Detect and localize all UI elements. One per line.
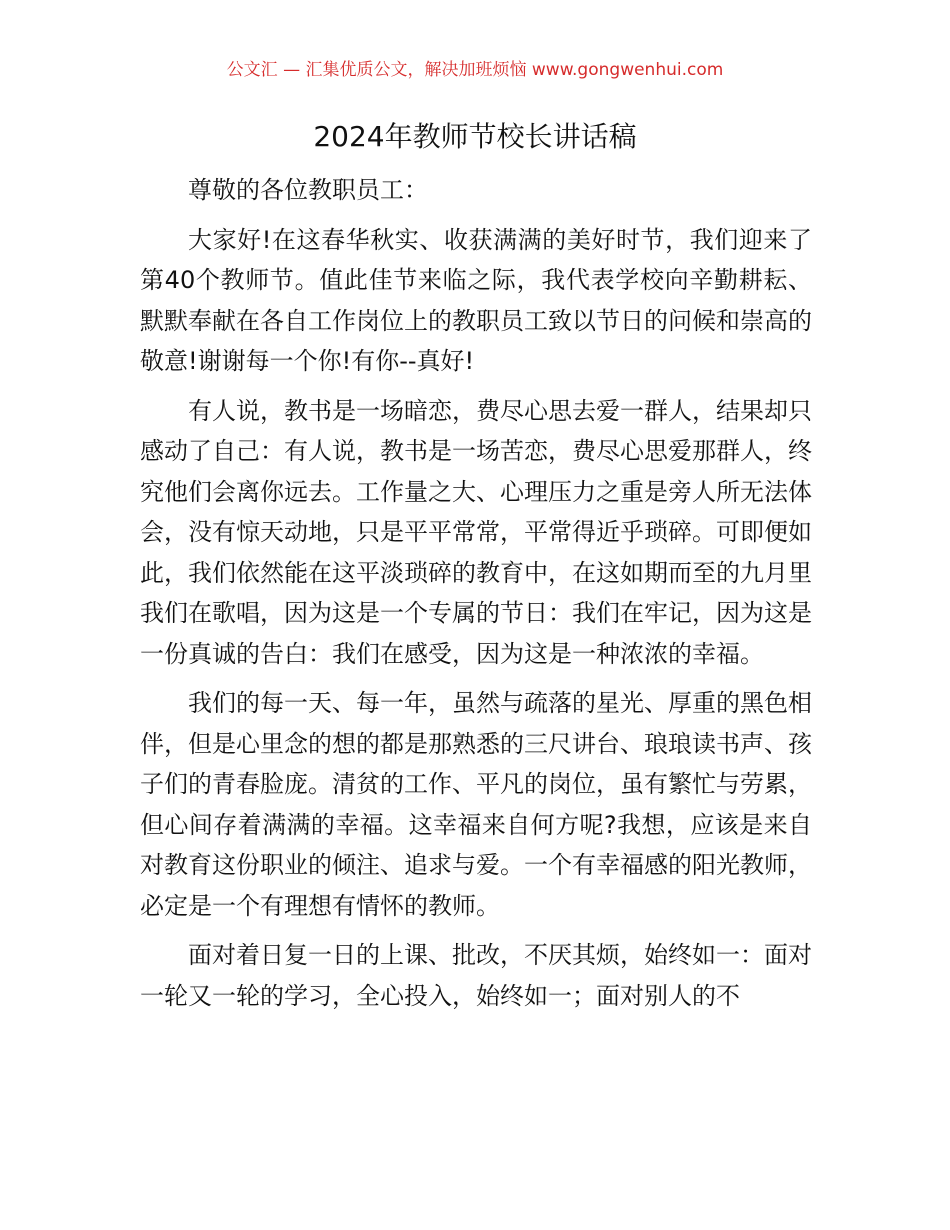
salutation: 尊敬的各位教职员工： <box>188 176 428 204</box>
paragraph: 有人说，教书是一场暗恋，费尽心思去爱一群人，结果却只感动了自己：有人说，教书是一场苦恋，费尽心思爱那群人，终究他们会离你远去。工作量之大、心理压力之重是旁人所无法体会，没有惊天动地，只是平平常常，平常得近乎琐碎。可即便如此，我们依然能在这平淡琐碎的教育中，在这如期而至的九月里我们在歌唱，因为这是一个专属的节日：我们在牢记，因为这是一份真诚的告白：我们在感受，因为这是一种浓浓的幸福。 <box>140 396 812 668</box>
site-banner: 公文汇 — 汇集优质公文，解决加班烦恼 www.gongwenhui.com <box>226 60 724 80</box>
document-body <box>140 170 812 1016</box>
paragraph: 大家好!在这春华秋实、收获满满的美好时节，我们迎来了第40个教师节。值此佳节来临之际，我代表学校向辛勤耕耘、默默奉献在各自工作岗位上的教职员工致以节日的问候和崇高的敬意!谢谢每一个你!有你--真好! <box>140 225 812 375</box>
document-title: 2024年教师节校长讲话稿 <box>313 120 637 153</box>
paragraph: 我们的每一天、每一年，虽然与疏落的星光、厚重的黑色相伴，但是心里念的想的都是那熟悉的三尺讲台、琅琅读书声、孩子们的青春脸庞。清贫的工作、平凡的岗位，虽有繁忙与劳累，但心间存着满满的幸福。这幸福来自何方呢?我想，应该是来自对教育这份职业的倾注、追求与爱。一个有幸福感的阳光教师，必定是一个有理想有情怀的教师。 <box>140 689 812 920</box>
paragraph: 面对着日复一日的上课、批改，不厌其烦，始终如一：面对一轮又一轮的学习，全心投入，始终如一；面对别人的不 <box>140 941 812 1010</box>
